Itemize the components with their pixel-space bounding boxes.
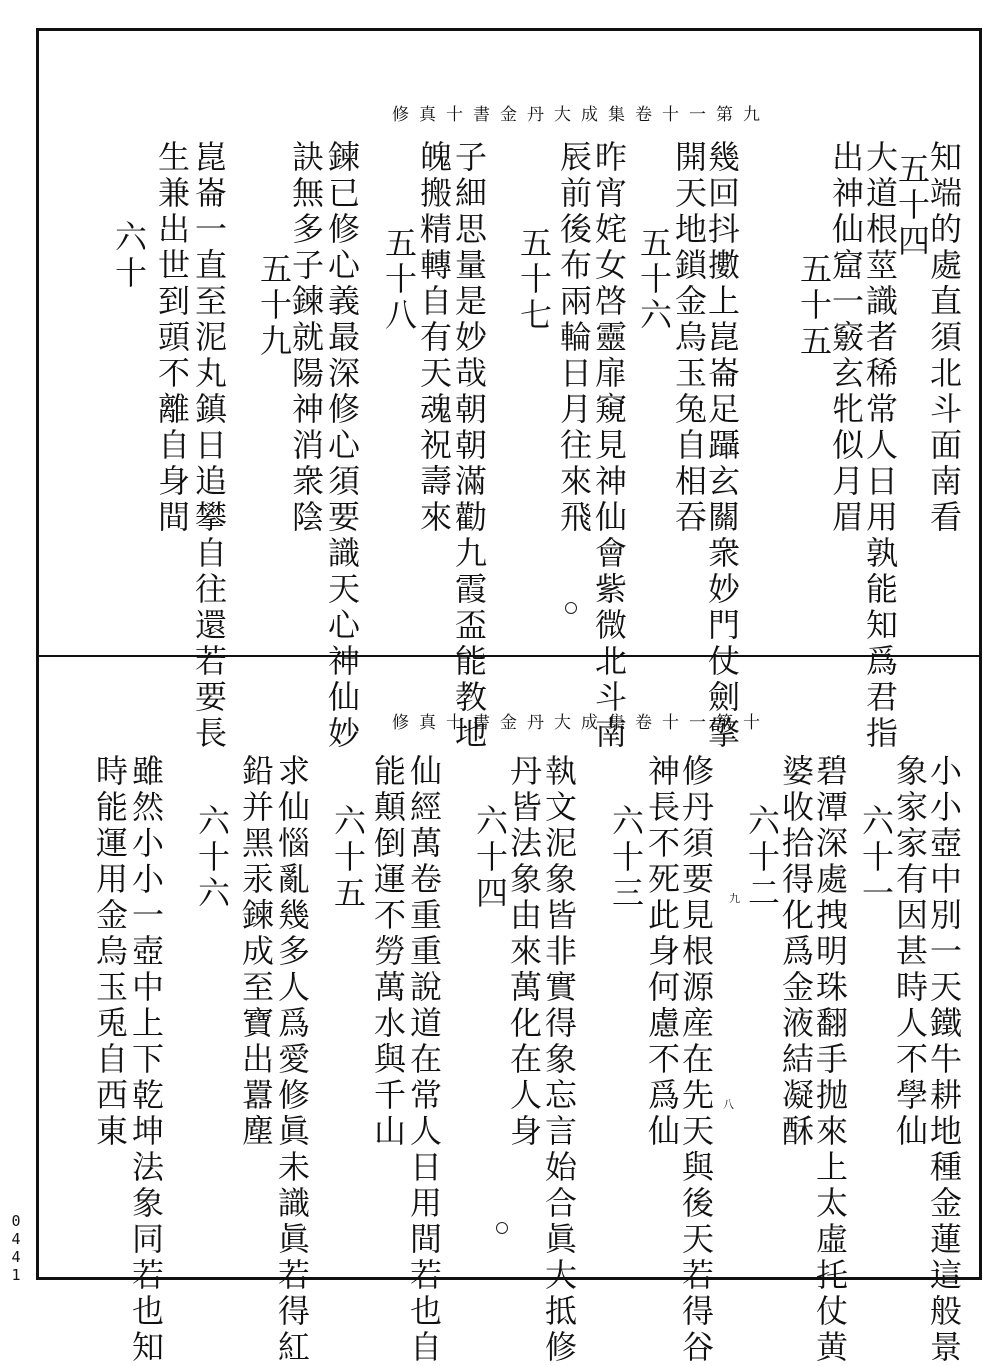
top-running-header: 修真十書金丹大成集卷十一第九	[392, 105, 770, 125]
bottom-section-66: 六十六	[193, 804, 231, 912]
punctuation-circle	[565, 602, 577, 614]
bottom-column-17: 鉛并黑汞鍊成至寶出囂塵	[237, 754, 275, 1150]
bottom-column-11: 丹皆法象由來萬化在人身	[505, 754, 543, 1150]
bottom-column-8: 神長不死此身何慮不爲仙	[643, 754, 681, 1150]
top-column-6: 幾回抖擻上崑崙足躡玄關衆妙門仗劍擎	[703, 140, 741, 752]
punctuation-circle	[496, 1222, 508, 1234]
top-section-57: 五十七	[515, 226, 553, 334]
bottom-column-19: 雖然小小一壺中上下乾坤法象同若也知	[127, 754, 165, 1366]
top-section-54: 五十四	[893, 152, 931, 260]
page-divider	[36, 655, 982, 657]
bottom-column-13: 仙經萬卷重重說道在常人日用間若也自	[405, 754, 443, 1366]
marginal-mark: 九	[729, 892, 740, 905]
punctuation-circle	[565, 148, 577, 160]
top-column-12: 子細思量是妙哉朝朝滿勸九霞盃能教地	[450, 140, 488, 752]
marginal-mark: 八	[723, 1098, 734, 1111]
top-column-18: 崑崙一直至泥丸鎮日追攀自往還若要長	[190, 140, 228, 752]
top-section-55: 五十五	[795, 252, 833, 360]
bottom-running-header: 修真十書金丹大成集卷十一第十	[392, 713, 770, 733]
bottom-section-61: 六十一	[857, 804, 895, 912]
bottom-column-5: 婆收拾得化爲金液結凝酥	[777, 754, 815, 1150]
bottom-column-7: 修丹須要見根源産在先天與後天若得谷	[677, 754, 715, 1366]
bottom-column-20: 時能運用金烏玉兎自西東	[91, 754, 129, 1150]
top-section-59: 五十九	[255, 252, 293, 360]
top-column-3: 大道根莖識者稀常人日用孰能知爲君指	[861, 140, 899, 752]
bottom-section-64: 六十四	[471, 804, 509, 912]
top-column-19: 生兼出世到頭不離自身間	[153, 140, 191, 536]
top-column-13: 魄搬精轉自有天魂祝壽來	[415, 140, 453, 536]
bottom-column-2: 象家家有因甚時人不學仙	[891, 754, 929, 1150]
bottom-column-1: 小小壺中別一天鐵牛耕地種金蓮這般景	[925, 754, 963, 1366]
top-column-1: 知端的處直須北斗面南看	[925, 140, 963, 536]
bottom-column-4: 碧潭深處拽明珠翻手抛來上太虛托仗黄	[811, 754, 849, 1366]
bottom-column-14: 能顛倒運不勞萬水與千山	[369, 754, 407, 1150]
top-column-9: 昨宵姹女啓靈扉窺見神仙會紫微北斗南	[590, 140, 628, 752]
top-section-60: 六十	[110, 220, 148, 292]
bottom-page	[48, 664, 970, 1366]
bottom-column-10: 執文泥象皆非實得象忘言始合眞大抵修	[540, 754, 578, 1366]
top-column-4: 出神仙窟一竅玄牝似月眉	[827, 140, 865, 536]
bottom-column-16: 求仙惱亂幾多人爲愛修眞未識眞若得紅	[273, 754, 311, 1366]
bottom-section-62: 六十二	[743, 804, 781, 912]
top-column-15: 鍊已修心義最深修心須要識天心神仙妙	[323, 140, 361, 752]
bottom-section-65: 六十五	[329, 804, 367, 912]
top-section-58: 五十八	[380, 226, 418, 334]
bottom-section-63: 六十三	[607, 804, 645, 912]
top-column-10: 辰前後布兩輪日月往來飛	[555, 140, 593, 536]
page-number: 0441	[7, 1212, 25, 1284]
top-section-56: 五十六	[635, 226, 673, 334]
top-column-7: 開天地鎖金烏玉兔自相吞	[670, 140, 708, 536]
top-column-16: 訣無多子鍊就陽神消衆陰	[287, 140, 325, 536]
